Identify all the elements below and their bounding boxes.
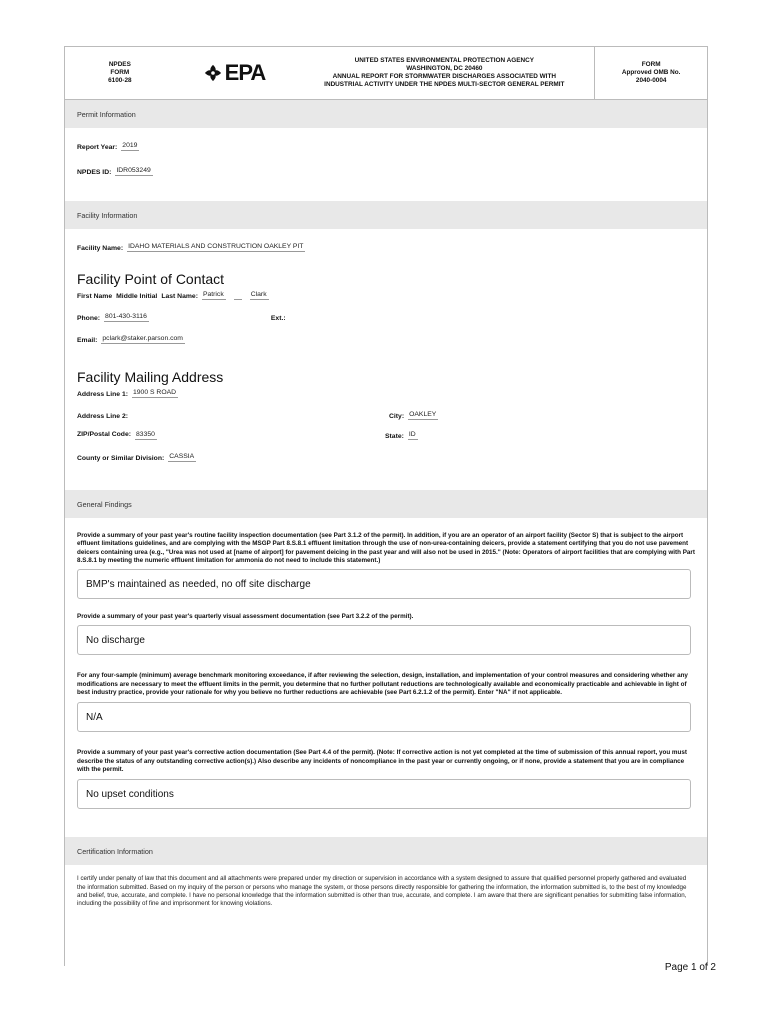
omb-line: FORM	[641, 61, 661, 68]
page-number: Page 1 of 2	[664, 962, 716, 973]
email-label: Email:	[77, 337, 98, 344]
facility-info-header: Facility Information	[65, 201, 707, 229]
contact-name-row	[65, 291, 707, 300]
last-name-label: Last Name:	[161, 293, 198, 300]
question-inspection: Provide a summary of your past year's routine facility inspection documentation (see Part 3.1.2 of the permit). In addition, if you are an operator of an airport facility (Sector S) that is subject to the airport effluent limitations guidelines, and are complying with the MSGP Part 8.S.8.1 effluent limitation through the use of non-urea-containing deicers, provide a statement certifying that you do not use pavement deicers containing urea (e.g., "Urea was not used at [name of airport] for pavement deicing in the past year and will also not be used in 2015." (Note: Operators of airport facilities that are complying with Part 8.S.8.1 by meeting the numeric effluent limitation for ammonia do not need to include this statement.)	[77, 532, 695, 564]
address-line-1-row	[65, 389, 707, 398]
contact-heading: Facility Point of Contact	[77, 271, 225, 287]
omb-line: 2040-0004	[635, 77, 667, 84]
phone-row	[65, 313, 707, 322]
epa-logo	[175, 47, 295, 99]
epa-logo-text: EPA	[224, 60, 266, 85]
report-year-value: 2019	[122, 142, 138, 149]
form-id-line: 6100-28	[108, 77, 132, 84]
middle-initial-value	[234, 298, 242, 300]
omb-block	[595, 47, 707, 99]
email-row	[65, 335, 707, 344]
form-id-line: FORM	[110, 69, 130, 76]
form-page	[64, 46, 708, 966]
zip-row	[65, 431, 707, 440]
address-line-2-row	[65, 411, 707, 420]
report-year-row	[65, 142, 707, 151]
county-row	[65, 453, 707, 462]
agency-block	[294, 47, 595, 99]
form-id-block	[65, 47, 175, 99]
phone-label: Phone:	[77, 315, 101, 322]
omb-line: Approved OMB No.	[621, 69, 681, 76]
state-label: State:	[385, 433, 404, 440]
agency-line: INDUSTRIAL ACTIVITY UNDER THE NPDES MULTI-SECTOR GENERAL PERMIT	[324, 81, 565, 88]
question-corrective-action: Provide a summary of your past year's corrective action documentation (See Part 4.4 of the permit). (Note: If corrective action is not yet completed at the time of submission of this annual report, you must describe the status of any outstanding corrective action(s).) Also describe any incidents of noncompliance in the past year or currently ongoing, or if none, provide a statement that you are in compliance with the permit.	[77, 749, 687, 773]
certification-header: Certification Information	[65, 837, 707, 865]
agency-line: WASHINGTON, DC 20460	[406, 65, 483, 72]
general-findings-header: General Findings	[65, 490, 707, 518]
city-value: OAKLEY	[409, 411, 437, 418]
last-name-value: Clark	[250, 291, 267, 298]
first-name-label: First Name	[77, 293, 113, 300]
answer-visual-assessment-field[interactable]: No discharge	[77, 625, 691, 655]
email-value: pclark@staker.parson.com	[102, 335, 183, 342]
facility-name-row	[65, 243, 707, 252]
permit-info-header: Permit Information	[65, 100, 707, 128]
answer-corrective-action-field[interactable]: No upset conditions	[77, 779, 691, 809]
ext-label: Ext.:	[270, 315, 286, 322]
first-name-value: Patrick	[202, 291, 224, 298]
county-label: County or Similar Division:	[77, 455, 165, 462]
agency-line: ANNUAL REPORT FOR STORMWATER DISCHARGES ASSOCIATED WITH	[332, 73, 556, 80]
question-visual-assessment: Provide a summary of your past year's quarterly visual assessment documentation (see Part 3.2.2 of the permit).	[77, 613, 414, 621]
state-value: ID	[408, 431, 416, 438]
county-value: CASSIA	[169, 453, 195, 460]
certification-text: I certify under penalty of law that this document and all attachments were prepared under my direction or supervision in accordance with a system designed to assure that qualified personnel properly gathered and evaluated the information submitted. Based on my inquiry of the person or persons who manage the system, or those persons directly responsible for gathering the information, the information submitted is, to the best of my knowledge and belief, true, accurate, and complete. I have no personal knowledge that the information submitted is other than true, accurate, and complete. I am aware that there are significant penalties for submitting false information, including the possibility of fine and imprisonment for knowing violations.	[77, 875, 687, 908]
report-year-label: Report Year:	[77, 144, 118, 151]
npdes-id-row	[65, 167, 707, 176]
mailing-heading: Facility Mailing Address	[77, 369, 224, 385]
address-line-1-value: 1900 S ROAD	[133, 389, 177, 396]
form-header	[65, 46, 707, 100]
form-id-line: NPDES	[108, 61, 131, 68]
zip-value: 83350	[136, 431, 155, 438]
answer-inspection-field[interactable]: BMP's maintained as needed, no off site discharge	[77, 569, 691, 599]
answer-benchmark-field[interactable]: N/A	[77, 702, 691, 732]
npdes-id-label: NPDES ID:	[77, 169, 112, 176]
facility-name-value: IDAHO MATERIALS AND CONSTRUCTION OAKLEY PIT	[128, 243, 304, 250]
question-benchmark: For any four-sample (minimum) average benchmark monitoring exceedance, if after reviewing the selection, design, installation, and implementation of your control measures and considering whether any modifications are necessary to meet the effluent limits in the permit, you determine that no further pollutant reductions are technologically available and economically practicable and achievable in light of best industry practice, provide your rationale for why you believe no further reductions are achievable (see Part 6.2.1.2 of the permit). Enter "NA" if not applicable.	[77, 672, 688, 697]
address-line-1-label: Address Line 1:	[77, 391, 128, 398]
epa-flower-icon	[204, 64, 222, 82]
middle-initial-label: Middle Initial	[116, 293, 158, 300]
zip-label: ZIP/Postal Code:	[77, 431, 132, 438]
city-label: City:	[389, 413, 405, 420]
phone-value: 801-430-3116	[105, 313, 147, 320]
npdes-id-value: IDR053249	[116, 167, 151, 174]
facility-name-label: Facility Name:	[77, 245, 124, 252]
address-line-2-label: Address Line 2:	[77, 413, 128, 420]
agency-line: UNITED STATES ENVIRONMENTAL PROTECTION AGENCY	[354, 57, 534, 64]
